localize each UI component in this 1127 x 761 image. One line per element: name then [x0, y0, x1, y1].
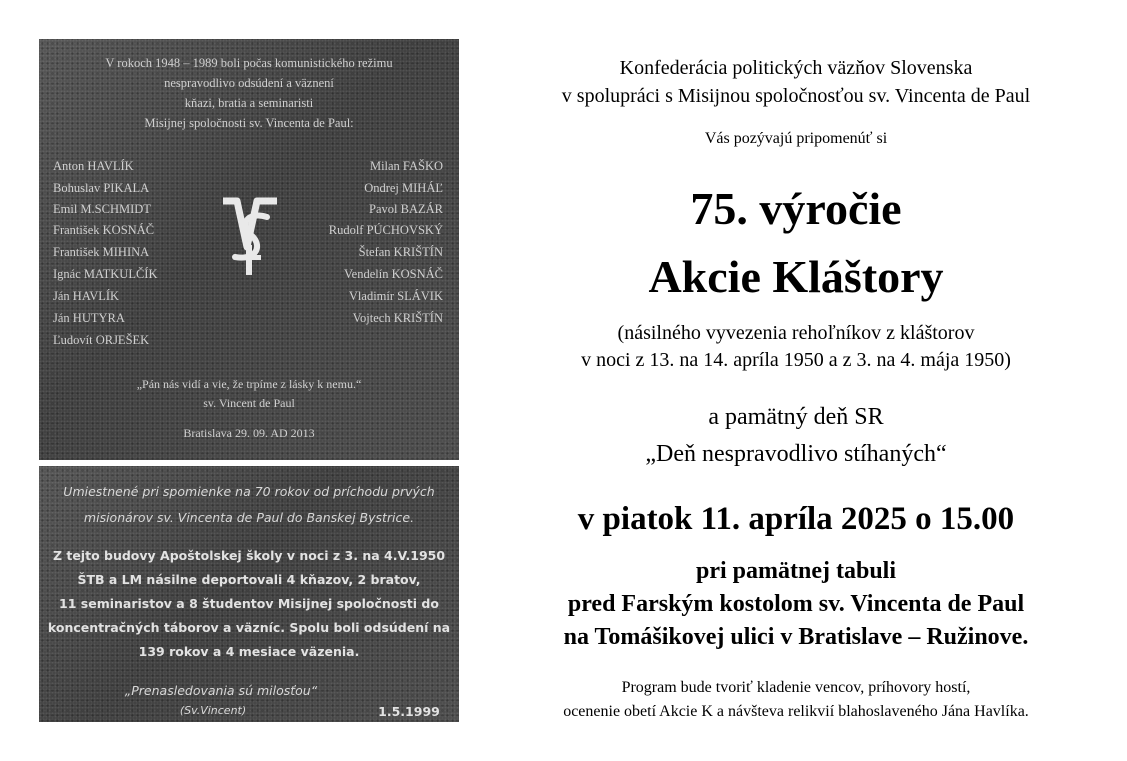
plaque-intro-line: Misijnej spoločnosti sv. Vincenta de Paul:	[144, 116, 354, 130]
plaque-name-left: František MIHINA	[53, 245, 150, 259]
event-location-line: pred Farským kostolom sv. Vincenta de Paul	[567, 591, 1025, 617]
program-line: Program bude tvoriť kladenie vencov, príhovory hostí,	[621, 679, 971, 696]
plaque-name-left: Ján HAVLÍK	[53, 289, 120, 303]
event-subtitle-line: (násilného vyvezenia rehoľníkov z kláštorov	[617, 322, 975, 344]
plaque-bottom-line: Z tejto budovy Apoštolskej školy v noci z 3. na 4.V.1950	[52, 548, 446, 563]
memorial-plaque-photo-bottom	[39, 466, 459, 722]
plaque-bottom-line: 11 seminaristov a 8 študentov Misijnej spoločnosti do	[59, 596, 439, 611]
plaque-name-right: Vojtech KRIŠTÍN	[352, 311, 443, 325]
organizer-line: v spolupráci s Misijnou spoločnosťou sv. Vincenta de Paul	[561, 85, 1031, 107]
plaque-bottom-line: ŠTB a LM násilne deportovali 4 kňazov, 2 bratov,	[77, 572, 421, 587]
plaque-bottom-line: koncentračných táborov a väzníc. Spolu boli odsúdení na	[47, 620, 451, 635]
plaque-bottom-motto: „Prenasledovania sú milosťou“	[124, 683, 318, 698]
plaque-name-left: Bohuslav PIKALA	[53, 181, 150, 195]
event-date-time: v piatok 11. apríla 2025 o 15.00	[577, 501, 1015, 537]
plaque-bottom-line: misionárov sv. Vincenta de Paul do Banskej Bystrice.	[83, 510, 415, 525]
plaque-name-left: František KOSNÁČ	[53, 223, 155, 237]
plaque-name-right: Vladimír SLÁVIK	[348, 289, 443, 303]
plaque-name-right: Štefan KRIŠTÍN	[358, 245, 443, 259]
organizer-line: Konfederácia politických väzňov Slovenska	[619, 57, 973, 79]
plaque-name-right: Milan FAŠKO	[369, 159, 443, 173]
event-title-line: 75. výročie	[690, 183, 902, 234]
memorial-plaque-photo-top	[39, 39, 459, 460]
plaque-name-right: Rudolf PÚCHOVSKÝ	[328, 223, 443, 237]
plaque-quote-author: sv. Vincent de Paul	[203, 396, 295, 410]
plaque-bottom-motto-author: (Sv.Vincent)	[179, 704, 247, 717]
plaque-quote: „Pán nás vidí a vie, že trpíme z lásky k nemu.“	[136, 377, 362, 391]
plaque-intro-line: V rokoch 1948 – 1989 boli počas komunistického režimu	[105, 56, 393, 70]
event-title-line: Akcie Kláštory	[648, 251, 944, 302]
plaque-bottom-line: 139 rokov a 4 mesiace väzenia.	[138, 644, 360, 659]
plaque-name-left: Ľudovít ORJEŠEK	[53, 333, 150, 347]
plaque-intro-line: kňazi, bratia a seminaristi	[184, 96, 314, 110]
plaque-name-left: Ignác MATKULČÍK	[53, 267, 158, 281]
plaque-name-right: Vendelín KOSNÁČ	[344, 267, 443, 281]
memorial-day-line: „Deň nespravodlivo stíhaných“	[645, 441, 947, 467]
event-location-line: na Tomášikovej ulici v Bratislave – Ružinove.	[563, 624, 1029, 650]
memorial-day-line: a pamätný deň SR	[708, 404, 884, 430]
event-subtitle-line: v noci z 13. na 14. apríla 1950 a z 3. na 4. mája 1950)	[581, 349, 1011, 371]
plaque-intro-line: nespravodlivo odsúdení a väznení	[164, 76, 334, 90]
event-location-line: pri pamätnej tabuli	[695, 558, 896, 584]
vincentian-monogram-icon	[217, 197, 283, 279]
plaque-name-right: Ondrej MIHÁĽ	[364, 181, 443, 195]
program-line: ocenenie obetí Akcie K a návšteva relikvií blahoslaveného Jána Havlíka.	[563, 703, 1029, 720]
plaque-name-right: Pavol BAZÁR	[369, 202, 443, 216]
plaque-name-left: Emil M.SCHMIDT	[53, 202, 151, 216]
plaque-bottom-date: 1.5.1999	[378, 704, 440, 719]
plaque-place-date: Bratislava 29. 09. AD 2013	[183, 426, 315, 440]
plaque-name-left: Ján HUTYRA	[53, 311, 125, 325]
plaque-name-left: Anton HAVLÍK	[53, 159, 134, 173]
invitation-intro: Vás pozývajú pripomenúť si	[704, 130, 888, 147]
plaque-bottom-line: Umiestnené pri spomienke na 70 rokov od príchodu prvých	[63, 484, 435, 499]
